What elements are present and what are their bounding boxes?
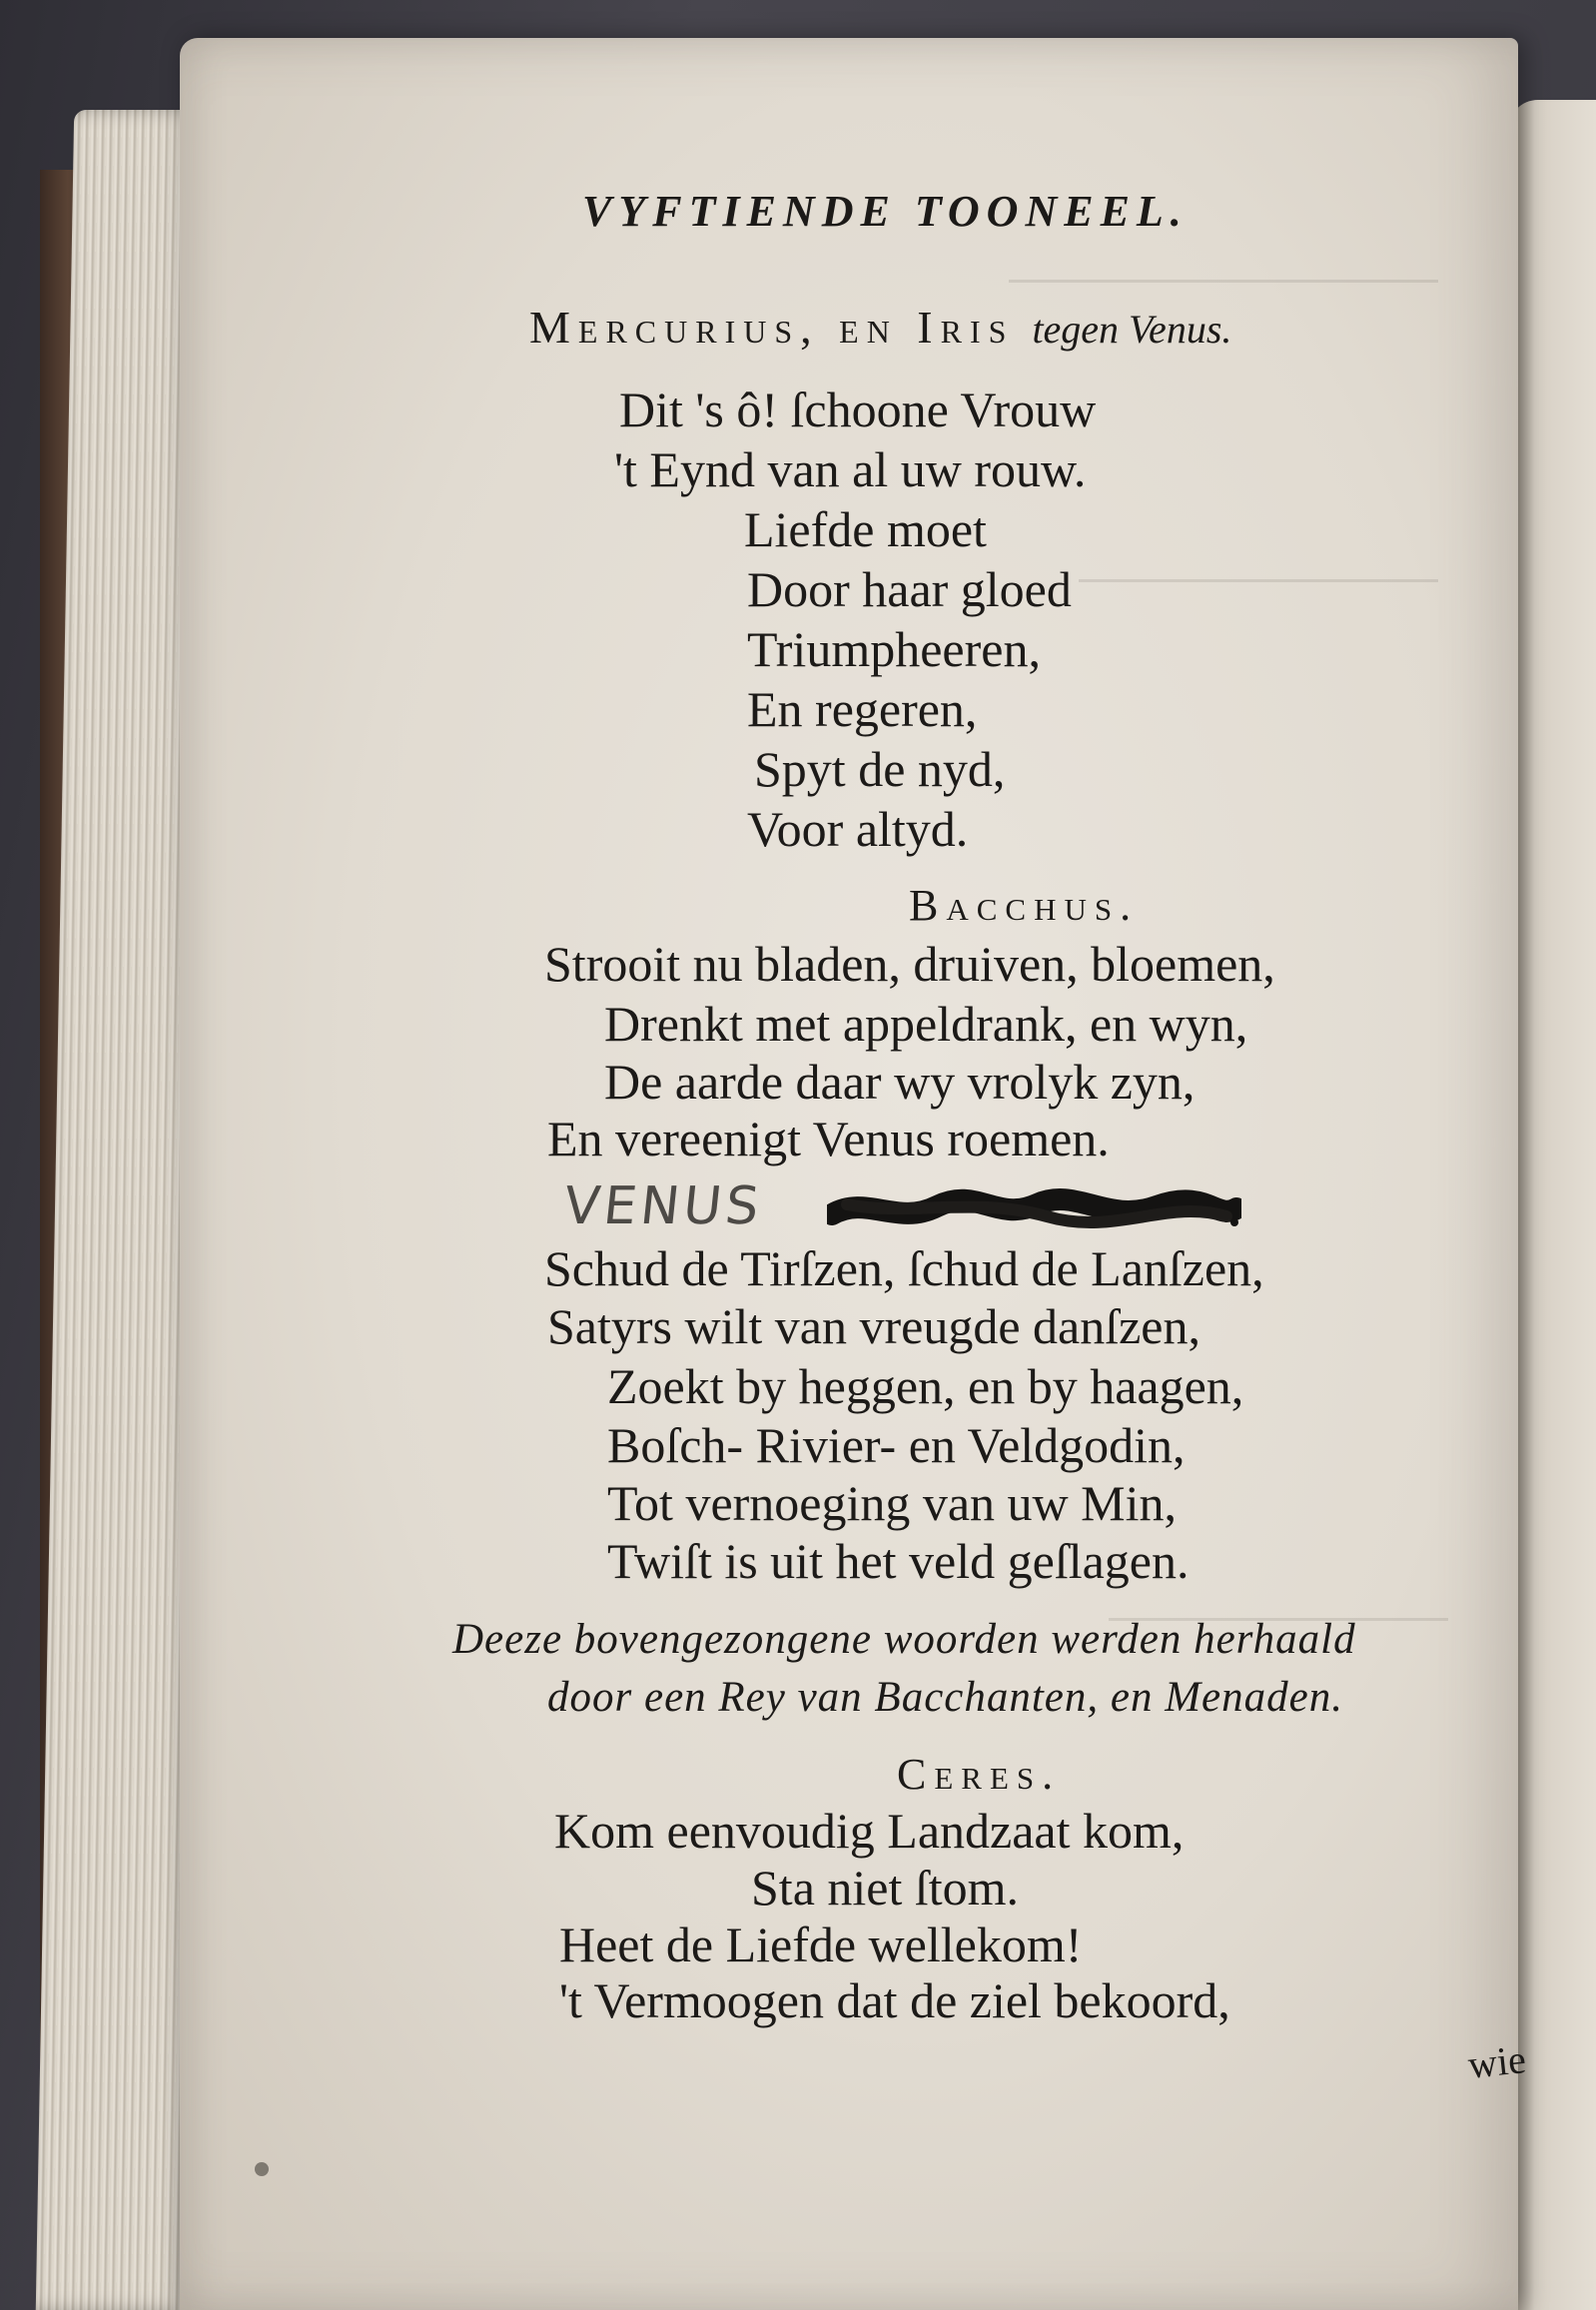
verse-line: Triumpheeren, <box>747 621 1041 677</box>
catchword: wie <box>1465 2036 1528 2087</box>
verse-line: 't Eynd van al uw rouw. <box>614 441 1087 497</box>
verse-line: De aarde daar wy vrolyk zyn, <box>604 1054 1196 1110</box>
verse-line: Satyrs wilt van vreugde danſzen, <box>547 1298 1200 1354</box>
verse-line: Sta niet ſtom. <box>751 1860 1020 1916</box>
verse-line: Strooit nu bladen, druiven, bloemen, <box>544 936 1275 992</box>
stage-direction <box>529 302 1232 353</box>
stage-note-line: Deeze bovengezongene woorden werden herhaald <box>452 1616 1356 1663</box>
ink-scribble <box>827 1186 1241 1232</box>
stage-note-line: door een Rey van Bacchanten, en Menaden. <box>547 1674 1343 1721</box>
running-head: VYFTIENDE TOONEEL. <box>582 187 1189 236</box>
speaker-heading: Bacchus. <box>909 881 1140 930</box>
verse-line: Twiſt is uit het veld geſlagen. <box>607 1533 1190 1589</box>
handwritten-annotation: VENUS <box>560 1176 766 1236</box>
facing-page-edge <box>1508 100 1596 2310</box>
verse-line: Boſch- Rivier- en Veldgodin, <box>607 1417 1186 1473</box>
verse-line: Kom eenvoudig Landzaat kom, <box>554 1803 1185 1859</box>
verse-line: Liefde moet <box>744 501 987 557</box>
verse-line: 't Vermoogen dat de ziel bekoord, <box>559 1972 1230 2028</box>
verse-line: En regeren, <box>747 681 978 737</box>
ink-speck <box>255 2162 269 2176</box>
stage-direction-text: tegen Venus. <box>1032 307 1232 352</box>
show-through-mark <box>1079 579 1438 612</box>
speaker-names: Mercurius, en Iris <box>529 302 1015 353</box>
verse-line: Tot vernoeging van uw Min, <box>607 1475 1178 1531</box>
verse-line: Dit 's ô! ſchoone Vrouw <box>619 382 1097 437</box>
verse-line: Schud de Tirſzen, ſchud de Lanſzen, <box>544 1240 1264 1296</box>
verse-line: Voor altyd. <box>747 801 969 857</box>
verse-line: Zoekt by heggen, en by haagen, <box>607 1358 1244 1414</box>
verse-line: En vereenigt Venus roemen. <box>547 1111 1110 1166</box>
verse-line: Heet de Liefde wellekom! <box>559 1917 1083 1972</box>
verse-line: Spyt de nyd, <box>754 741 1006 797</box>
verse-line: Drenkt met appeldrank, en wyn, <box>604 996 1248 1052</box>
verse-line: Door haar gloed <box>747 561 1072 617</box>
speaker-heading: Ceres. <box>897 1750 1062 1799</box>
